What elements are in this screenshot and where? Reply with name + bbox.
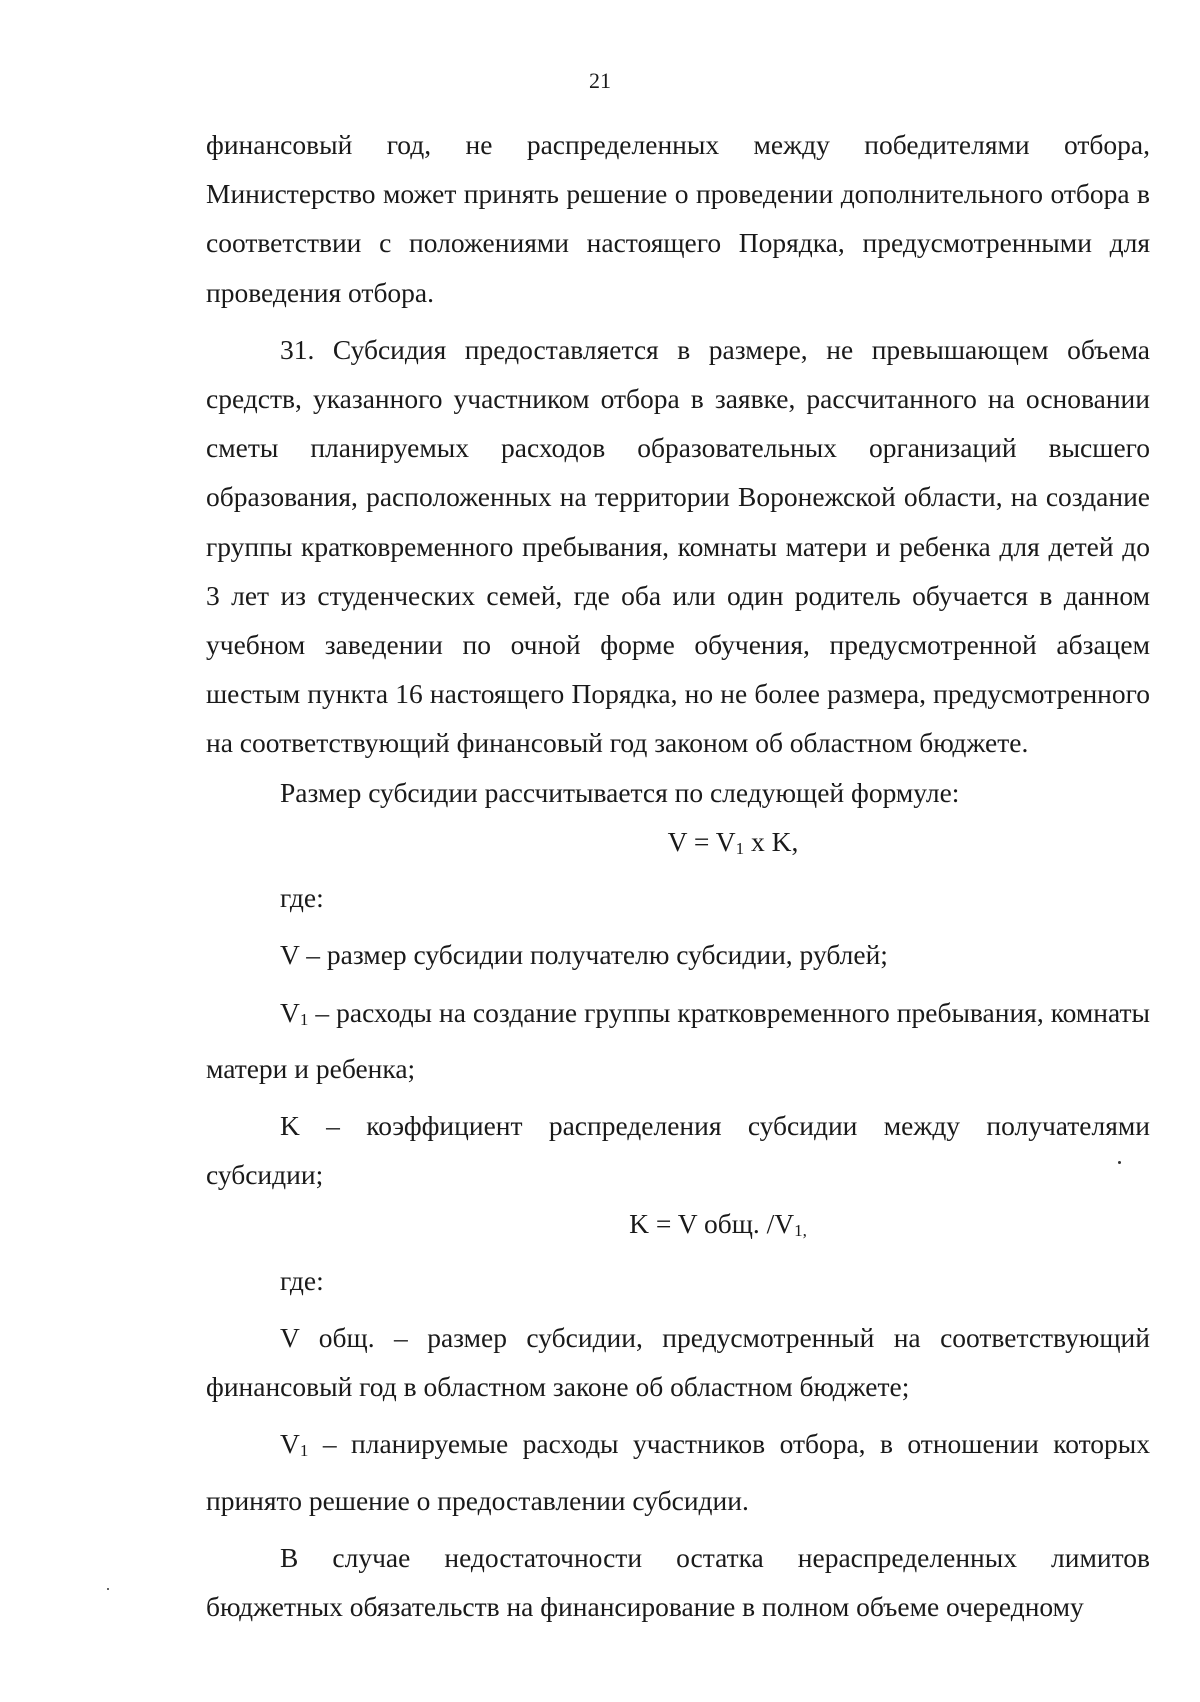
formula-intro: Размер субсидии рассчитывается по следующей формуле: (280, 776, 960, 808)
definition-v1 (206, 988, 1150, 1093)
definition-v1-planned-subscript: 1 (299, 1441, 309, 1461)
formula-1-right: x K, (744, 825, 799, 857)
paragraph-insufficiency: В случае недостаточности остатка нераспределенных лимитов бюджетных обязательств на финансирование в полном объеме очередному (206, 1541, 1150, 1622)
formula-1-left: V = V (667, 825, 736, 857)
formula-1-subscript: 1 (735, 838, 745, 858)
definition-v1-symbol: V (280, 996, 300, 1028)
page-number: 21 (589, 68, 611, 93)
definition-v1-planned (206, 1419, 1150, 1524)
definition-v1-planned-symbol: V (280, 1428, 300, 1460)
scan-speck (107, 1588, 109, 1590)
definition-v1-text: – расходы на создание группы кратковременного пребывания, комнаты матери и ребенка; (206, 996, 1150, 1084)
document-body (206, 120, 1150, 1631)
scan-speck (1118, 1161, 1121, 1164)
definition-v-total: V общ. – размер субсидии, предусмотренный на соответствующий финансовый год в областном законе об областном бюджете; (206, 1321, 1150, 1403)
paragraph-31: 31. Субсидия предоставляется в размере, не превышающем объема средств, указанного участником отбора в заявке, рассчитанного на основании сметы планируемых расходов образовательных организаций высшего образования, расположенных на территории Воронежской области, на создание группы кратковременного пребывания, комнаты матери и ребенка для детей до 3 лет из студенческих семей, где оба или один родитель обучается в данном учебном заведении по очной форме обучения, предусмотренной абзацем шестым пункта 16 настоящего Порядка, но не более размера, предусмотренного на соответствующий финансовый год законом об областном бюджете. (206, 333, 1150, 759)
where-label-2: где: (280, 1264, 324, 1296)
definition-v: V – размер субсидии получателю субсидии, рублей; (280, 939, 888, 971)
formula-coefficient (206, 1199, 1150, 1255)
where-label-1: где: (280, 882, 324, 914)
paragraph-continuation: финансовый год, не распределенных между победителями отбора, Министерство может принять решение о проведении дополнительного отбора в соответствии с положениями настоящего Порядка, предусмотренными для проведения отбора. (206, 129, 1150, 308)
formula-2-subscript: 1, (794, 1221, 807, 1241)
definition-v1-subscript: 1 (299, 1009, 309, 1029)
definition-k: K – коэффициент распределения субсидии между получателями субсидии; (206, 1109, 1150, 1191)
formula-2-left: K = V общ. /V (629, 1208, 795, 1240)
definition-v1-planned-text: – планируемые расходы участников отбора, в отношении которых принято решение о предоставлении субсидии. (206, 1428, 1150, 1516)
formula-subsidy-size (206, 817, 1150, 873)
